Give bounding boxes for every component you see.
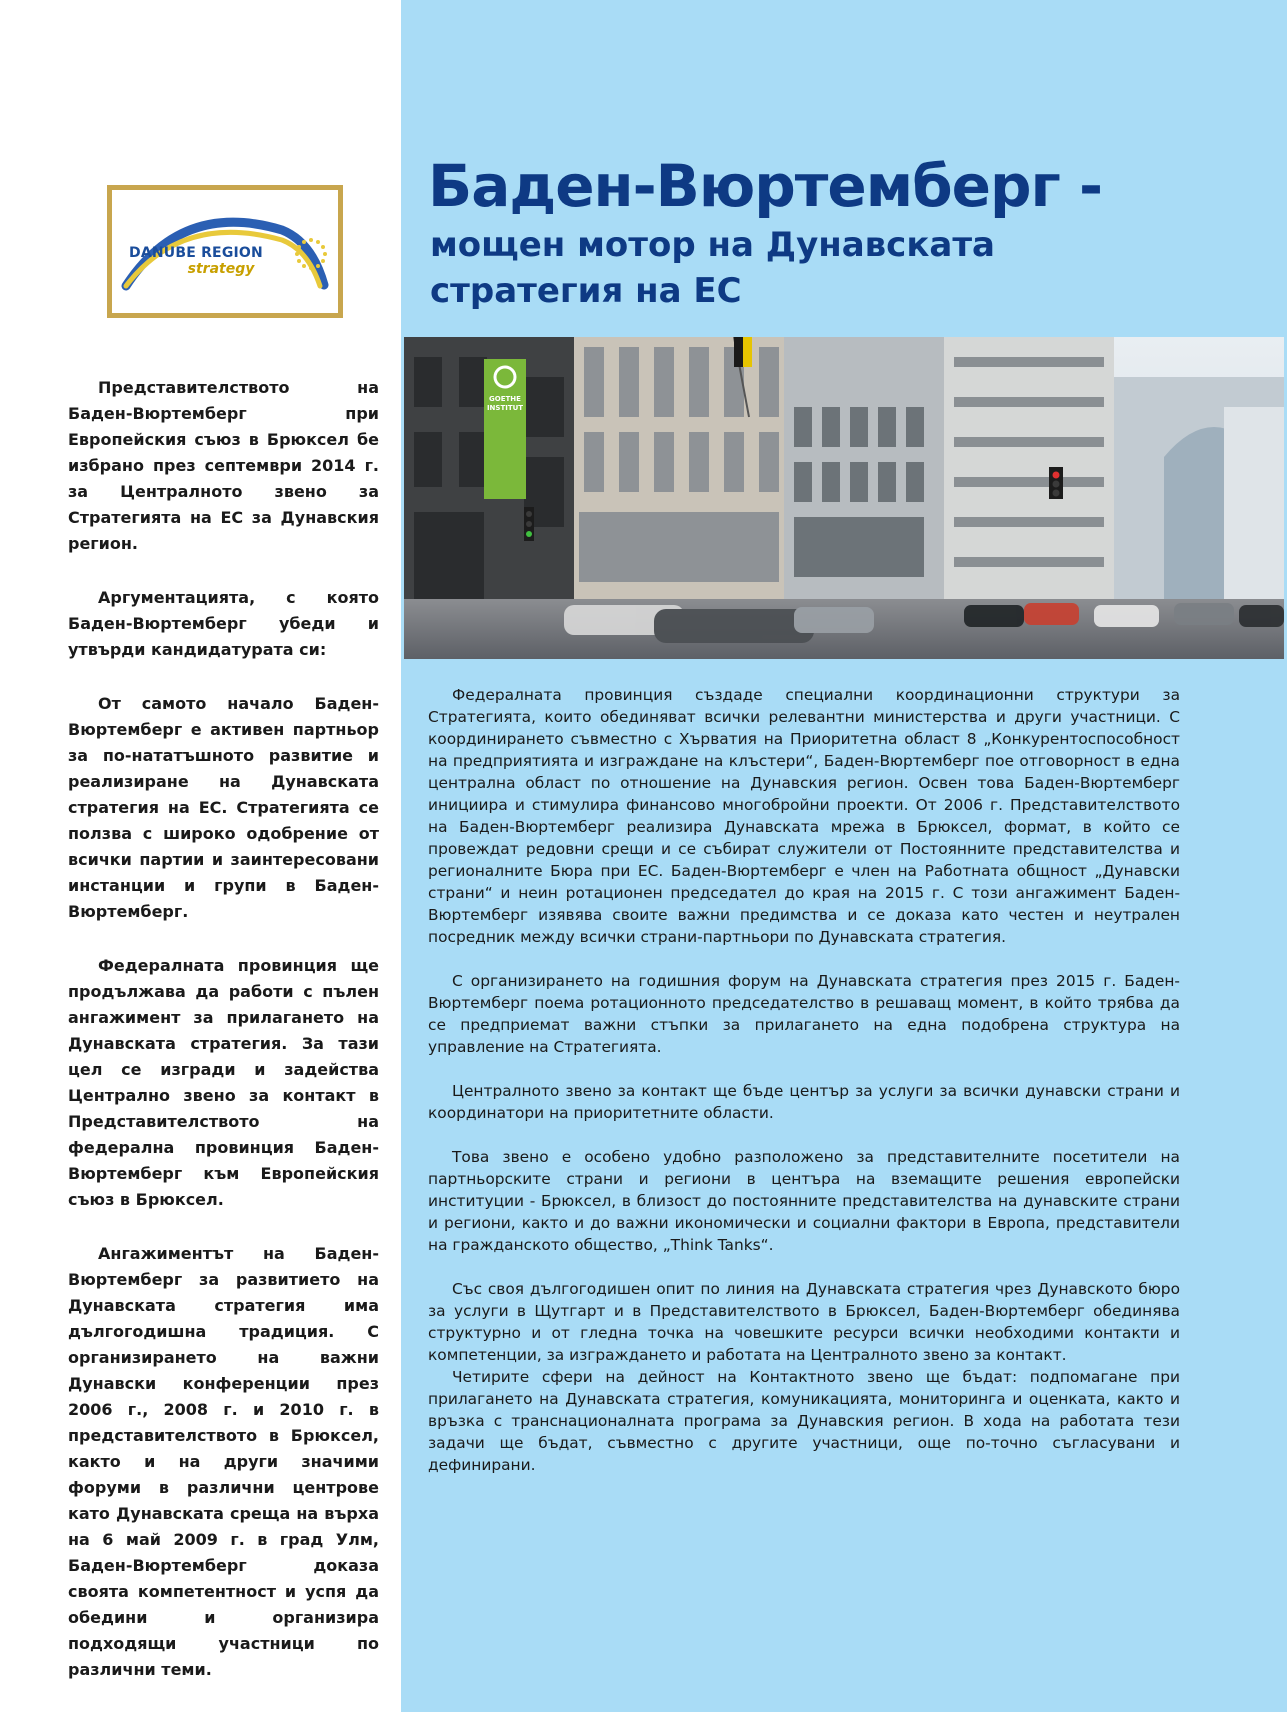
goethe-institut-sign [484, 359, 526, 499]
left-column-text [68, 375, 379, 1711]
left-paragraph: Федералната провинция ще продължава да работи с пълен ангажимент за прилагането на Дунавската стратегия. За тази цел се изгради и задейства Централно звено за контакт в Представителството на федерална провинция Баден-Вюртемберг към Европейския съюз в Брюксел. [68, 956, 379, 1209]
main-paragraph: Четирите сфери на дейност на Контактното звено ще бъдат: подпомагане при прилагането на Дунавската стратегия, комуникацията, мониторинга и оценката, както и връзка с транснационалната програма за Дунавския регион. В хода на работата тези задачи ще бъдат, съвместно с другите участници, още по-точно съгласувани и дефинирани. [428, 1368, 1180, 1474]
main-paragraph: Това звено е особено удобно разположено за представителните посетители на партньорските страни и региони в центъра на вземащите решения европейски институции - Брюксел, в близост до постоянните представителства на дунавските страни и региони, както и до важни икономически и социални фактори в Европа, представители на гражданското общество, „Think Tanks“. [428, 1148, 1180, 1254]
main-paragraph: Федералната провинция създаде специални координационни структури за Стратегията, които обединяват всички релевантни министерства и други участници. С координирането съвместно с Хърватия на Приоритетна област 8 „Конкурентоспособност на предприятията и изграждане на клъстери“, Баден-Вюртемберг пое отговорност в една централна област по отношение на Дунавския регион. Освен това Баден-Вюртемберг инициира и стимулира финансово многобройни проекти. От 2006 г. Представителството на Баден-Вюртемберг реализира Дунавската мрежа в Брюксел, формат, в който се провеждат редовни срещи и се събират служители от Постоянните представителства и регионалните Бюра при ЕС. Баден-Вюртемберг е член на Работната общност „Дунавски страни“ и неин ротационен председател до края на 2015 г. С този ангажимент Баден-Вюртемберг изявява своите важни предимства и се доказа като честен и неутрален посредник между всички страни-партньори по Дунавската стратегия. [428, 686, 1180, 946]
left-paragraph: Аргументацията, с която Баден-Вюртемберг убеди и утвърди кандидатурата си: [68, 588, 379, 659]
left-paragraph: От самото начало Баден-Вюртемберг е активен партньор за по-нататъшното развитие и реализиране на Дунавската стратегия на ЕС. Стратегията се ползва с широко одобрение от всички партии и заинтересовани инстанции и групи в Баден-Вюртемберг. [68, 694, 379, 921]
sign-text-goethe: GOETHE [489, 395, 521, 403]
main-article-text [428, 684, 1180, 1498]
left-paragraph: Ангажиментът на Баден-Вюртемберг за развитието на Дунавската стратегия има дългогодишна традиция. С организирането на важни Дунавски конференции през 2006 г., 2008 г. и 2010 г. в представителството в Брюксел, както и на други значими форуми в различни центрове като Дунавската среща на върха на 6 май 2009 г. в град Улм, Баден-Вюртемберг доказа своята компетентност и успя да обедини и организира подходящи участници по различни теми. [68, 1244, 379, 1679]
main-paragraph: Със своя дългогодишен опит по линия на Дунавската стратегия чрез Дунавското бюро за услуги в Щутгарт и в Представителството в Брюксел, Баден-Вюртемберг обединява структурно и от гледна точка на човешките ресурси всички необходими контакти и компетенции, за изграждането и работата на Централното звено за контакт. [428, 1280, 1180, 1364]
main-paragraph: Централното звено за контакт ще бъде център за услуги за всички дунавски страни и координатори на приоритетните области. [428, 1082, 1180, 1122]
logo-text-danube-region: DANUBE REGION [129, 245, 263, 261]
danube-region-strategy-logo [107, 185, 343, 318]
page-title: Баден-Вюртемберг - [428, 152, 1103, 220]
main-paragraph: С организирането на годишния форум на Дунавската стратегия през 2015 г. Баден-Вюртемберг поема ротационното председателство в решаващ момент, в който трябва да се предприемат важни стъпки за прилагането на една подобрена структура на управление на Стратегията. [428, 972, 1180, 1056]
page-subtitle: мощен мотор на Дунавската стратегия на ЕС [430, 225, 996, 311]
brussels-street-photo [404, 337, 1284, 659]
left-paragraph: Представителството на Баден-Вюртемберг при Европейския съюз в Брюксел бе избрано през септември 2014 г. за Централното звено за Стратегията на ЕС за Дунавския регион. [68, 378, 379, 553]
sign-text-institut: INSTITUT [486, 404, 524, 412]
logo-text-strategy: strategy [187, 261, 255, 277]
